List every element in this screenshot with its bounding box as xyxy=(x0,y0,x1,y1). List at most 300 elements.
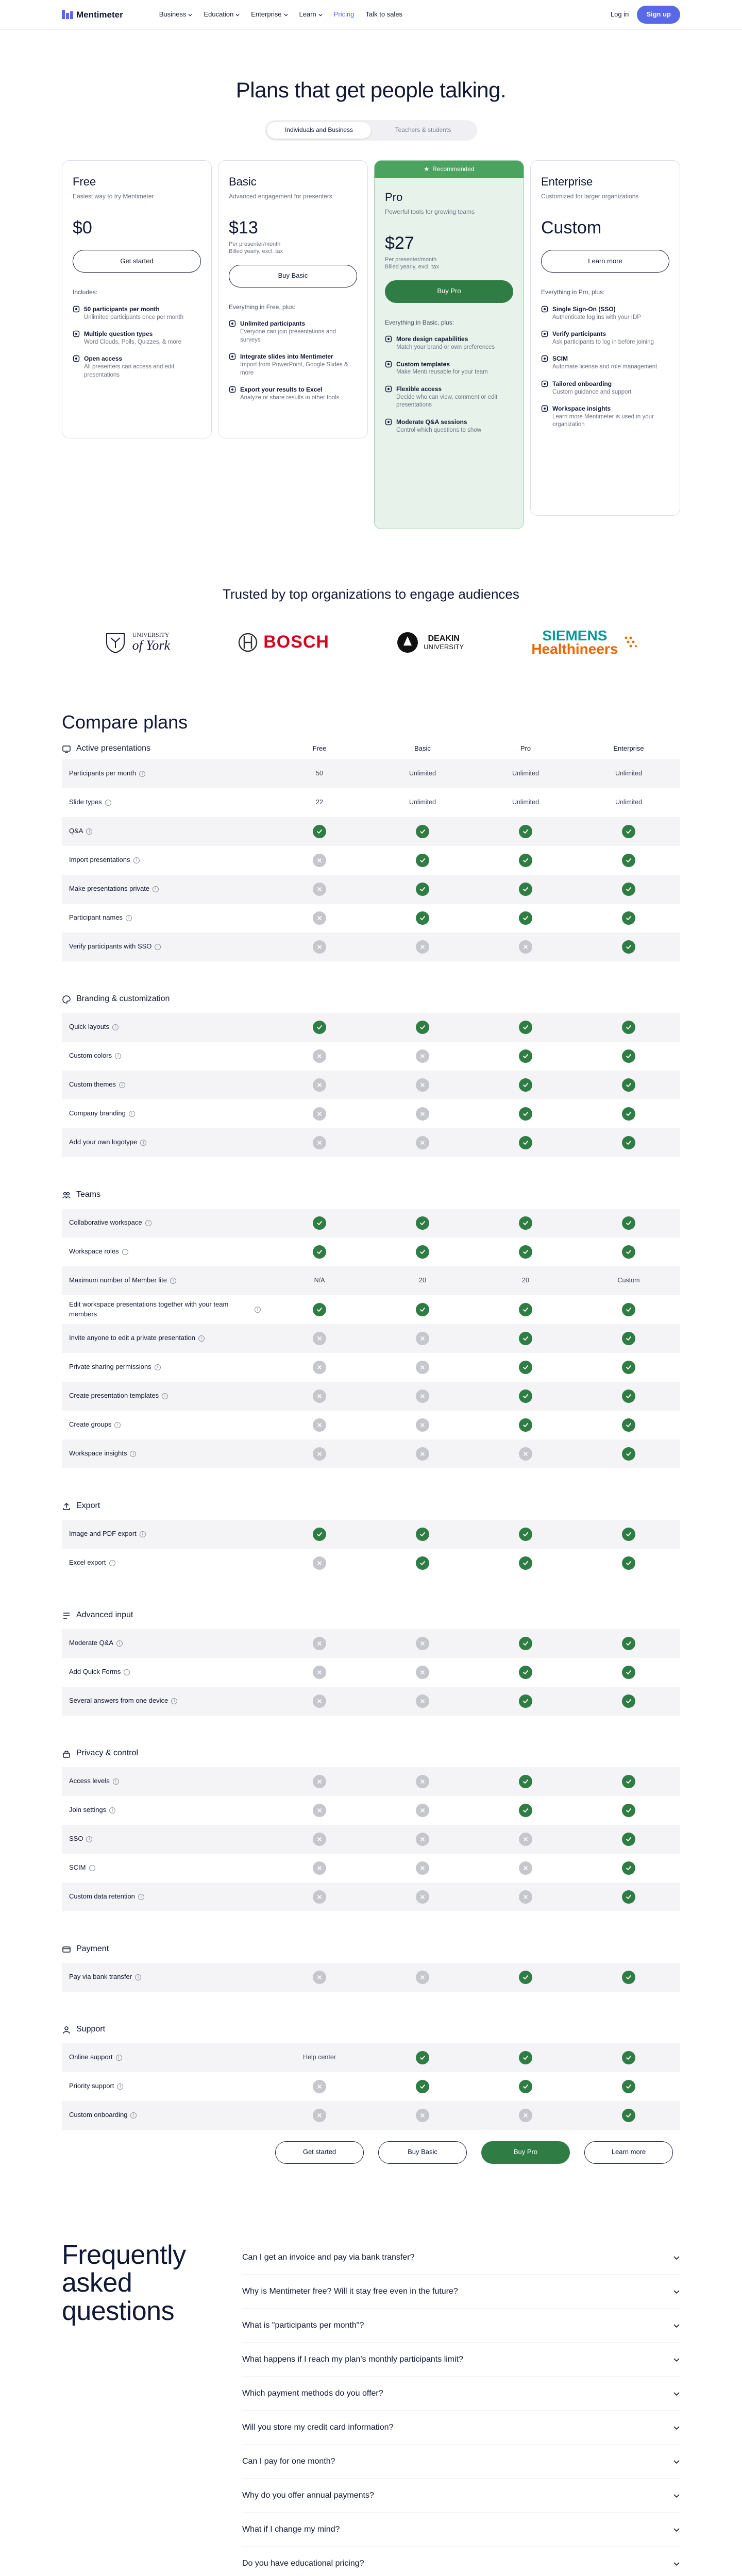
compare-section-label: Support xyxy=(76,2025,106,2034)
faq-question: Why do you offer annual payments? xyxy=(242,2490,374,2500)
check-icon xyxy=(622,1528,635,1541)
plan-cta-learn-more[interactable]: Learn more xyxy=(541,250,669,273)
cell-basic xyxy=(371,1890,474,1904)
compare-section-header xyxy=(62,1939,680,1960)
cell-enterprise xyxy=(577,854,680,867)
cell-pro xyxy=(474,1694,577,1708)
brand-logo[interactable] xyxy=(62,9,123,21)
cross-icon xyxy=(416,1637,429,1650)
compare-section-title xyxy=(62,2024,105,2035)
check-icon xyxy=(519,1245,532,1259)
info-icon[interactable]: i xyxy=(116,1640,123,1647)
check-icon xyxy=(416,1528,429,1541)
cell-pro xyxy=(474,1021,577,1034)
info-icon[interactable]: i xyxy=(170,1278,176,1284)
info-icon[interactable]: i xyxy=(171,1698,177,1704)
cell-pro xyxy=(474,1216,577,1230)
cell-free xyxy=(268,1049,371,1063)
feature-name: Workspace insights xyxy=(69,1449,127,1458)
chevron-down-icon xyxy=(673,2390,680,2397)
cell-pro xyxy=(474,1890,577,1904)
plan-feature-subtitle: All presenters can access and edit presentations xyxy=(84,364,175,378)
plan-cta-buy-basic[interactable]: Buy Basic xyxy=(229,265,357,287)
cross-icon xyxy=(519,1447,532,1461)
check-icon xyxy=(416,2051,429,2064)
info-icon[interactable]: i xyxy=(155,1364,161,1370)
cross-icon xyxy=(313,1078,326,1092)
cell-free xyxy=(268,1107,371,1121)
compare-row xyxy=(62,1238,680,1266)
plan-feature-subtitle: Import from PowerPoint, Google Slides & more xyxy=(240,362,348,376)
info-icon[interactable]: i xyxy=(135,1974,141,1980)
cross-icon xyxy=(416,1049,429,1063)
cell-basic xyxy=(371,1107,474,1121)
shapes-icon xyxy=(73,330,80,346)
compare-buy-basic-button[interactable]: Buy Basic xyxy=(378,2141,467,2164)
info-icon[interactable]: i xyxy=(105,800,111,806)
check-icon xyxy=(622,1666,635,1679)
users-icon xyxy=(541,330,548,346)
cell-free xyxy=(268,940,371,954)
plan-feature xyxy=(541,354,669,371)
support-icon xyxy=(62,2025,71,2035)
info-icon[interactable]: i xyxy=(89,1865,95,1871)
nav-label: Talk to sales xyxy=(365,10,403,19)
login-link[interactable]: Log in xyxy=(610,10,629,19)
compare-row-label xyxy=(62,798,268,807)
cell-free xyxy=(268,1971,371,1984)
check-icon xyxy=(622,1447,635,1461)
check-icon xyxy=(416,2080,429,2093)
info-icon[interactable]: i xyxy=(119,1082,125,1088)
check-icon xyxy=(622,883,635,896)
info-icon[interactable]: i xyxy=(155,944,161,950)
plan-feature-text xyxy=(396,360,488,377)
team-icon xyxy=(62,1191,71,1200)
globe-icon xyxy=(541,380,548,396)
compare-row xyxy=(62,1796,680,1825)
cell-enterprise xyxy=(577,2080,680,2093)
export-icon xyxy=(229,353,236,377)
cell-value: Unlimited xyxy=(512,798,539,806)
faq-item[interactable] xyxy=(242,2547,680,2576)
compare-section-label: Advanced input xyxy=(76,1611,133,1620)
cell-free xyxy=(268,1303,371,1316)
cell-pro xyxy=(474,769,577,778)
feature-name: Participant names xyxy=(69,913,123,922)
signup-button[interactable]: Sign up xyxy=(637,6,680,23)
cell-pro xyxy=(474,1528,577,1541)
info-icon[interactable]: i xyxy=(133,857,140,863)
faq-item[interactable] xyxy=(242,2513,680,2547)
info-icon[interactable]: i xyxy=(130,1451,136,1457)
chevron-down-icon xyxy=(673,2254,680,2261)
plan-card-pro xyxy=(374,160,524,529)
check-icon xyxy=(622,1303,635,1316)
plan-feature xyxy=(229,352,357,377)
cell-enterprise xyxy=(577,1694,680,1708)
cell-enterprise xyxy=(577,825,680,838)
compare-title: Compare plans xyxy=(62,711,188,733)
compare-row-label xyxy=(62,1333,268,1343)
plan-feature-subtitle: Control which questions to show xyxy=(396,427,481,433)
check-icon xyxy=(519,1694,532,1708)
compare-get-started-button[interactable]: Get started xyxy=(275,2141,364,2164)
chevron-down-icon xyxy=(673,2458,680,2465)
check-icon xyxy=(313,1245,326,1259)
cell-enterprise xyxy=(577,1216,680,1230)
faq-item[interactable] xyxy=(242,2411,680,2445)
info-icon[interactable]: i xyxy=(129,1111,135,1117)
faq-question: Can I get an invoice and pay via bank transfer? xyxy=(242,2252,415,2262)
page-title: Plans that get people talking. xyxy=(235,78,507,102)
faq-item[interactable] xyxy=(242,2445,680,2479)
compare-row xyxy=(62,1099,680,1128)
compare-row xyxy=(62,2043,680,2072)
siemens-logo-text: SIEMENS xyxy=(542,627,608,643)
cell-enterprise xyxy=(577,1971,680,1984)
compare-row xyxy=(62,1549,680,1578)
check-icon xyxy=(622,1775,635,1788)
nav-enterprise[interactable] xyxy=(251,10,288,19)
info-icon[interactable]: i xyxy=(139,771,145,777)
cell-basic xyxy=(371,1528,474,1541)
faq-item[interactable] xyxy=(242,2343,680,2377)
cell-basic xyxy=(371,2051,474,2064)
cell-enterprise xyxy=(577,1447,680,1461)
info-icon[interactable]: i xyxy=(138,1894,144,1900)
cell-basic xyxy=(371,883,474,896)
compare-learn-more-button[interactable]: Learn more xyxy=(584,2141,673,2164)
plan-feature xyxy=(73,305,201,321)
cell-enterprise xyxy=(577,1528,680,1541)
cross-icon xyxy=(519,1890,532,1904)
cross-icon xyxy=(416,1804,429,1817)
info-icon[interactable]: i xyxy=(255,1307,261,1313)
key-icon xyxy=(385,418,392,434)
cell-enterprise xyxy=(577,1049,680,1063)
compare-row xyxy=(62,2101,680,2130)
faq-question: What is "participants per month"? xyxy=(242,2320,364,2330)
check-icon xyxy=(622,1021,635,1034)
cross-icon xyxy=(313,1447,326,1461)
info-icon[interactable]: i xyxy=(122,1249,128,1255)
info-icon[interactable]: i xyxy=(115,1053,121,1059)
cell-value: N/A xyxy=(314,1276,325,1284)
feature-name: Invite anyone to edit a private presentation xyxy=(69,1334,195,1342)
cell-basic xyxy=(371,1078,474,1092)
compare-row-label xyxy=(62,1834,268,1843)
faq-item[interactable] xyxy=(242,2275,680,2309)
check-icon xyxy=(622,1389,635,1403)
cross-icon xyxy=(313,1890,326,1904)
info-icon[interactable]: i xyxy=(116,2055,122,2061)
check-icon xyxy=(519,1556,532,1570)
info-icon[interactable]: i xyxy=(112,1024,119,1030)
cross-icon xyxy=(313,911,326,925)
cell-free xyxy=(268,798,371,807)
check-icon xyxy=(313,1216,326,1230)
cell-basic xyxy=(371,1833,474,1846)
cross-icon xyxy=(519,940,532,954)
feature-name: Quick layouts xyxy=(69,1023,110,1031)
cross-icon xyxy=(416,1861,429,1875)
info-icon[interactable]: i xyxy=(140,1531,146,1537)
plan-feature-text xyxy=(396,385,513,410)
info-icon[interactable]: i xyxy=(130,2112,137,2119)
plan-cta-get-started[interactable]: Get started xyxy=(73,250,201,273)
cross-icon xyxy=(313,1361,326,1374)
cell-free xyxy=(268,883,371,896)
plan-name: Enterprise xyxy=(541,175,593,188)
cell-free xyxy=(268,1637,371,1650)
compare-row-label xyxy=(62,2081,268,2091)
deakin-emblem-icon xyxy=(397,632,418,653)
check-icon xyxy=(519,1971,532,1984)
cell-pro xyxy=(474,883,577,896)
cell-basic xyxy=(371,1556,474,1570)
plan-feature xyxy=(73,354,201,379)
compare-section-header xyxy=(62,1743,680,1764)
cell-free xyxy=(268,2109,371,2122)
cell-basic xyxy=(371,1216,474,1230)
info-icon[interactable]: i xyxy=(113,1778,119,1785)
nav-label: Education xyxy=(204,10,234,19)
info-icon[interactable]: i xyxy=(126,915,132,921)
brand-name: Mentimeter xyxy=(76,9,123,20)
cell-pro xyxy=(474,2051,577,2064)
info-icon[interactable]: i xyxy=(198,1335,205,1342)
palette-icon xyxy=(62,995,71,1004)
plan-cta-buy-pro[interactable]: Buy Pro xyxy=(385,280,513,303)
feature-name: Excel export xyxy=(69,1558,106,1567)
cell-pro xyxy=(474,1861,577,1875)
check-icon xyxy=(622,825,635,838)
plan-feature xyxy=(73,330,201,346)
compare-buy-pro-button[interactable]: Buy Pro xyxy=(481,2141,570,2164)
compare-rows xyxy=(62,1629,680,1716)
plan-feature-title: Flexible access xyxy=(396,385,442,393)
chevron-down-icon xyxy=(673,2288,680,2295)
info-icon[interactable]: i xyxy=(117,2083,123,2090)
cell-basic xyxy=(371,854,474,867)
faq-item[interactable] xyxy=(242,2377,680,2411)
cell-enterprise xyxy=(577,1418,680,1432)
faq-item[interactable] xyxy=(242,2309,680,2343)
cell-enterprise xyxy=(577,1303,680,1316)
cell-basic xyxy=(371,1245,474,1259)
feature-name: Maximum number of Member lite xyxy=(69,1276,167,1284)
info-icon[interactable]: i xyxy=(114,1422,121,1428)
plan-feature-title: Single Sign-On (SSO) xyxy=(552,305,616,313)
toggle-individuals-business[interactable]: Individuals and Business xyxy=(267,122,371,139)
cross-icon xyxy=(416,1833,429,1846)
cell-free xyxy=(268,1556,371,1570)
cell-pro xyxy=(474,2109,577,2122)
compare-row-label xyxy=(62,1667,268,1676)
cross-icon xyxy=(416,1447,429,1461)
cell-free xyxy=(268,1528,371,1541)
cell-free xyxy=(268,1332,371,1345)
cell-basic xyxy=(371,1361,474,1374)
cell-enterprise xyxy=(577,1833,680,1846)
faq-item[interactable] xyxy=(242,2241,680,2275)
plan-feature-title: Workspace insights xyxy=(552,405,611,413)
plan-feature-text xyxy=(240,385,339,402)
brush-icon xyxy=(229,386,236,402)
info-icon[interactable]: i xyxy=(124,1669,130,1675)
plan-card-enterprise xyxy=(530,160,680,516)
compare-section-label: Payment xyxy=(76,1944,109,1954)
faq-title: Frequently asked questions xyxy=(62,2240,186,2326)
cell-pro xyxy=(474,911,577,925)
compare-row-label xyxy=(62,2053,268,2062)
plan-feature-title: Open access xyxy=(84,355,123,363)
nav-label: Learn xyxy=(299,10,316,19)
cell-value: Custom xyxy=(617,1276,640,1284)
faq-question: What happens if I reach my plan's monthly participants limit? xyxy=(242,2354,464,2364)
cell-value: 20 xyxy=(419,1276,426,1284)
shield-icon xyxy=(385,361,392,377)
faq-item[interactable] xyxy=(242,2479,680,2513)
plan-feature-title: More design capabilities xyxy=(396,335,468,343)
check-icon xyxy=(519,1418,532,1432)
recommended-label: Recommended xyxy=(432,165,475,173)
plan-feature xyxy=(385,418,513,434)
plan-feature-text xyxy=(84,354,201,379)
plan-feature-title: 50 participants per month xyxy=(84,305,160,313)
cell-enterprise xyxy=(577,769,680,778)
check-icon xyxy=(519,1528,532,1541)
nav-education[interactable] xyxy=(204,10,240,19)
plan-feature xyxy=(385,385,513,410)
compare-row xyxy=(62,1353,680,1382)
compare-section-header xyxy=(62,739,680,759)
siemens-logo xyxy=(531,629,638,656)
check-icon xyxy=(416,1216,429,1230)
plan-includes-heading: Includes: xyxy=(73,288,98,296)
compare-section-header xyxy=(62,1605,680,1626)
feature-name: Custom onboarding xyxy=(69,2111,128,2119)
check-icon xyxy=(622,1049,635,1063)
compare-row xyxy=(62,1883,680,1911)
chat-icon xyxy=(385,385,392,410)
cell-free xyxy=(268,1804,371,1817)
compare-section-advanced-input xyxy=(62,1605,680,1716)
check-icon xyxy=(519,1107,532,1121)
check-icon xyxy=(622,2051,635,2064)
compare-rows xyxy=(62,759,680,961)
compare-rows xyxy=(62,1767,680,1911)
check-icon xyxy=(622,1361,635,1374)
faq-section xyxy=(62,2241,680,2576)
check-icon xyxy=(519,2080,532,2093)
plan-feature xyxy=(541,404,669,429)
nav-label: Business xyxy=(159,10,187,19)
check-icon xyxy=(622,1078,635,1092)
cell-value: 50 xyxy=(316,769,323,777)
compare-row xyxy=(62,1266,680,1295)
toggle-teachers-students[interactable]: Teachers & students xyxy=(395,126,451,134)
info-icon[interactable]: i xyxy=(162,1393,168,1399)
compare-section-header xyxy=(62,989,680,1010)
info-icon[interactable]: i xyxy=(109,1807,115,1814)
cell-pro xyxy=(474,940,577,954)
lock-icon xyxy=(62,1749,71,1758)
cell-free xyxy=(268,769,371,778)
compare-section-export xyxy=(62,1496,680,1578)
york-logo-text-top: UNIVERSITY xyxy=(132,631,170,639)
check-icon xyxy=(622,911,635,925)
cell-pro xyxy=(474,1804,577,1817)
cross-icon xyxy=(313,1694,326,1708)
compare-row xyxy=(62,1042,680,1071)
compare-row xyxy=(62,1963,680,1992)
compare-row-label xyxy=(62,1362,268,1371)
cross-icon xyxy=(416,1107,429,1121)
cell-pro xyxy=(474,2080,577,2093)
info-icon[interactable]: i xyxy=(140,1140,146,1146)
nav-pricing[interactable] xyxy=(334,10,355,19)
info-icon[interactable]: i xyxy=(145,1220,151,1226)
plan-card-free xyxy=(62,160,212,438)
feature-name: Create groups xyxy=(69,1420,112,1429)
feature-name: Several answers from one device xyxy=(69,1697,168,1705)
cell-free xyxy=(268,1666,371,1679)
cross-icon xyxy=(416,1890,429,1904)
compare-row xyxy=(62,1013,680,1042)
cross-icon xyxy=(313,1389,326,1403)
plan-name: Basic xyxy=(229,175,257,188)
check-icon xyxy=(416,911,429,925)
check-icon xyxy=(416,1021,429,1034)
plan-feature-text xyxy=(396,418,481,434)
nav-business[interactable] xyxy=(159,10,193,19)
compare-row xyxy=(62,846,680,875)
column-header-pro: Pro xyxy=(520,744,531,753)
top-navigation xyxy=(0,0,742,30)
cell-basic xyxy=(371,1389,474,1403)
info-icon[interactable]: i xyxy=(86,1836,92,1842)
plan-description: Easiest way to try Mentimeter xyxy=(73,192,154,200)
cell-value: Unlimited xyxy=(409,769,436,777)
cell-free xyxy=(268,1245,371,1259)
feature-name: Pay via bank transfer xyxy=(69,1973,132,1981)
cross-icon xyxy=(313,1666,326,1679)
check-icon xyxy=(622,1637,635,1650)
cell-pro xyxy=(474,1361,577,1374)
nav-learn[interactable] xyxy=(299,10,323,19)
plan-feature-title: Moderate Q&A sessions xyxy=(396,418,467,426)
chevron-down-icon xyxy=(235,13,240,17)
compare-row-label xyxy=(62,913,268,922)
info-icon[interactable]: i xyxy=(109,1560,115,1566)
info-icon[interactable]: i xyxy=(86,828,92,835)
plan-feature-title: Unlimited participants xyxy=(240,320,306,328)
nav-talk-to-sales[interactable] xyxy=(366,10,403,19)
plan-price-note: Per presenter/month xyxy=(385,256,437,263)
compare-row-label xyxy=(62,1051,268,1060)
plan-feature-title: Multiple question types xyxy=(84,330,153,338)
users-icon xyxy=(73,306,80,321)
plan-price: $13 xyxy=(229,218,258,238)
trusted-title: Trusted by top organizations to engage audiences xyxy=(223,586,519,602)
key-icon xyxy=(541,306,548,321)
bosch-logo xyxy=(238,630,329,655)
cross-icon xyxy=(313,1637,326,1650)
compare-row-label xyxy=(62,1138,268,1147)
info-icon[interactable]: i xyxy=(153,886,159,892)
